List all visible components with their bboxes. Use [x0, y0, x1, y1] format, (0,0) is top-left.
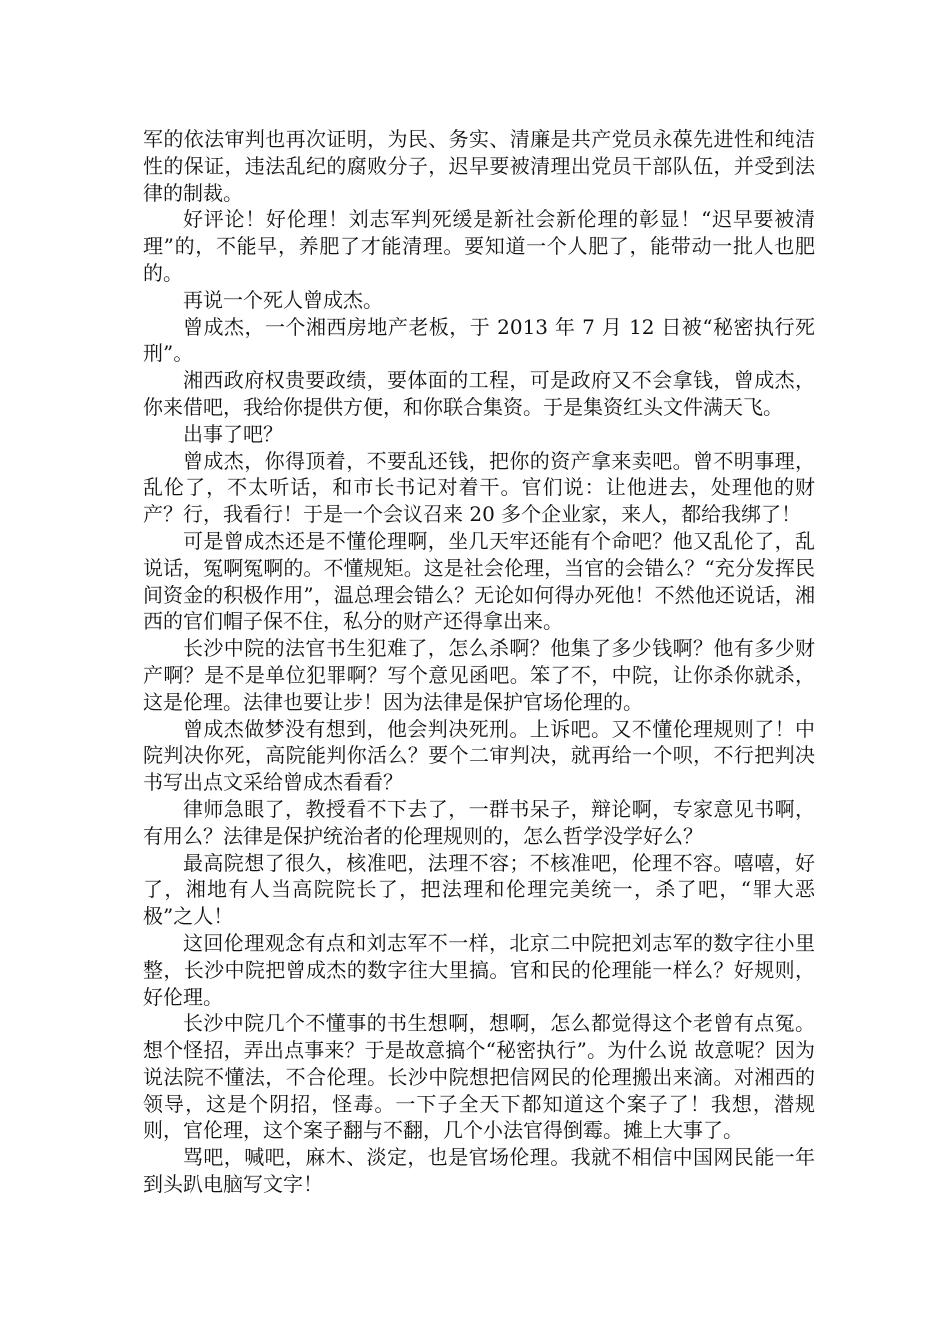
- paragraph-4: 曾成杰，一个湘西房地产老板，于 2013 年 7 月 12 日被“秘密执行死刑”。: [143, 314, 815, 366]
- paragraph-14: 长沙中院几个不懂事的书生想啊，想啊，怎么都觉得这个老曾有点冤。想个怪招，弄出点事来？于是故意搞个“秘密执行”。为什么说 故意呢？因为说法院不懂法，不合伦理。长沙中院想把信网民的伦理搬出来滴。对湘西的领导，这是个阴招，怪毒。一下子全天下都知道这个案子了！我想，潜规则，官伦理，这个案子翻与不翻，几个小法官得倒霉。摊上大事了。: [143, 1011, 815, 1143]
- document-body: [143, 126, 815, 1198]
- paragraph-15: 骂吧，喊吧，麻木、淡定，也是官场伦理。我就不相信中国网民能一年到头趴电脑写文字！: [143, 1145, 815, 1197]
- paragraph-7: 曾成杰，你得顶着，不要乱还钱，把你的资产拿来卖吧。曾不明事理，乱伦了，不太听话，和市长书记对着干。官们说：让他进去，处理他的财产？行，我看行！于是一个会议召来 20 多个企业家，来人，都给我绑了！: [143, 448, 815, 527]
- paragraph-9: 长沙中院的法官书生犯难了，怎么杀啊？他集了多少钱啊？他有多少财产啊？是不是单位犯罪啊？写个意见函吧。笨了不，中院，让你杀你就杀，这是伦理。法律也要让步！因为法律是保护官场伦理的。: [143, 636, 815, 714]
- paragraph-3: 再说一个死人曾成杰。: [183, 287, 383, 312]
- paragraph-5: 湘西政府权贵要政绩，要体面的工程，可是政府又不会拿钱，曾成杰，你来借吧，我给你提供方便，和你联合集资。于是集资红头文件满天飞。: [143, 368, 815, 419]
- paragraph-1: 军的依法审判也再次证明，为民、务实、清廉是共产党员永葆先进性和纯洁性的保证，违法乱纪的腐败分子，迟早要被清理出党员干部队伍，并受到法律的制裁。: [143, 127, 815, 205]
- paragraph-13: 这回伦理观念有点和刘志军不一样，北京二中院把刘志军的数字往小里整，长沙中院把曾成杰的数字往大里搞。官和民的伦理能一样么？好规则，好伦理。: [143, 930, 815, 1009]
- paragraph-10: 曾成杰做梦没有想到，他会判决死刑。上诉吧。又不懂伦理规则了！中院判决你死，高院能判你活么？要个二审判决，就再给一个呗，不行把判决书写出点文采给曾成杰看看？: [143, 716, 815, 795]
- paragraph-12: 最高院想了很久，核准吧，法理不容；不核准吧，伦理不容。嘻嘻，好了，湘地有人当高院院长了，把法理和伦理完美统一，杀了吧，“罪大恶极”之人！: [143, 850, 815, 929]
- paragraph-11: 律师急眼了，教授看不下去了，一群书呆子，辩论啊，专家意见书啊，有用么？法律是保护统治者的伦理规则的，怎么哲学没学好么？: [143, 796, 815, 848]
- paragraph-2: 好评论！好伦理！刘志军判死缓是新社会新伦理的彰显！“迟早要被清理”的，不能早，养肥了才能清理。要知道一个人肥了，能带动一批人也肥的。: [143, 207, 815, 285]
- paragraph-8: 可是曾成杰还是不懂伦理啊，坐几天牢还能有个命吧？他又乱伦了，乱说话，冤啊冤啊的。不懂规矩。这是社会伦理，当官的会错么？“充分发挥民间资金的积极作用”，温总理会错么？无论如何得办死他！不然他还说话，湘西的官们帽子保不住，私分的财产还得拿出来。: [143, 528, 815, 634]
- paragraph-6: 出事了吧？: [183, 421, 283, 446]
